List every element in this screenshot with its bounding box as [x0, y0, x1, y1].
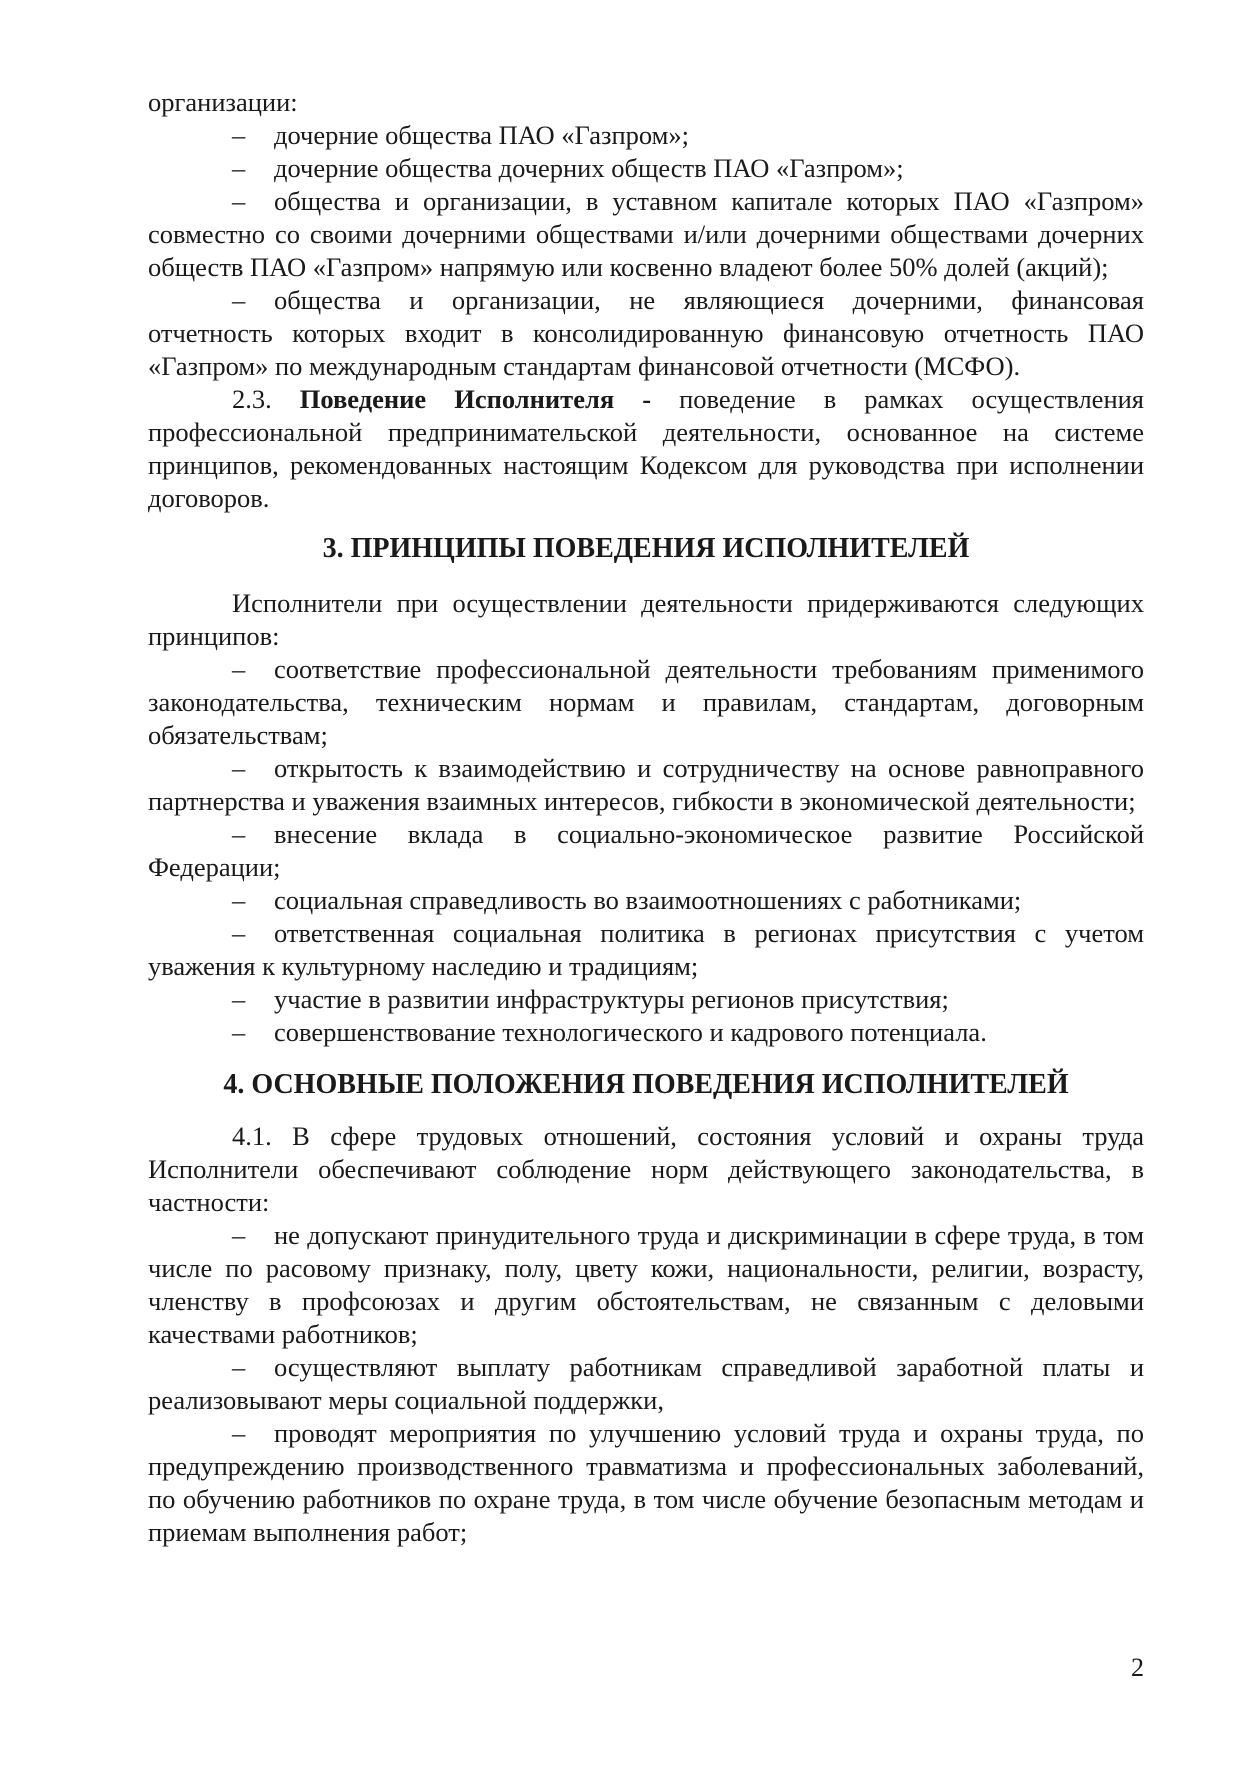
- list-item: – социальная справедливость во взаимоотношениях с работниками;: [232, 885, 1022, 915]
- dash-mark: –: [232, 186, 246, 216]
- clause-number: 2.3.: [232, 384, 272, 414]
- dash-mark: –: [232, 984, 246, 1014]
- definition-text: поведение в рамках осуществления профессиональной предпринимательской деятельности, основанное на системе принципов, рекомендованных настоящим Кодексом для руководства при исполнении договоров.: [148, 384, 1145, 513]
- dash-mark: –: [232, 885, 246, 915]
- list-item: – осуществляют выплату работникам справедливой заработной платы и реализовывают меры социальной поддержки,: [148, 1352, 1144, 1415]
- list-item: – не допускают принудительного труда и дискриминации в сфере труда, в том числе по расовому признаку, полу, цвету кожи, национальности, религии, возрасту, членству в профсоюзах и другим обстоятельствам, не связанным с деловыми качествами работников;: [148, 1220, 1144, 1349]
- list-item: – открытость к взаимодействию и сотрудничеству на основе равноправного партнерства и уважения взаимных интересов, гибкости в экономической деятельности;: [148, 753, 1144, 816]
- continuation-line: организации:: [148, 87, 298, 117]
- list-item: – соответствие профессиональной деятельности требованиям применимого законодательства, техническим нормам и правилам, стандартам, договорным обязательствам;: [148, 654, 1144, 750]
- list-item: – участие в развитии инфраструктуры регионов присутствия;: [232, 984, 949, 1014]
- list-item: – ответственная социальная политика в регионах присутствия с учетом уважения к культурному наследию и традициям;: [148, 918, 1144, 981]
- definition-2-3: [148, 383, 1144, 515]
- dash-mark: –: [232, 918, 246, 948]
- list-item: – внесение вклада в социально-экономическое развитие Российской Федерации;: [148, 819, 1144, 882]
- dash-mark: –: [232, 120, 246, 150]
- dash-mark: –: [232, 1017, 246, 1047]
- section-4-heading: 4. ОСНОВНЫЕ ПОЛОЖЕНИЯ ПОВЕДЕНИЯ ИСПОЛНИТЕЛЕЙ: [223, 1069, 1069, 1100]
- dash-mark: –: [232, 285, 246, 315]
- list-item: – проводят мероприятия по улучшению условий труда и охраны труда, по предупреждению производственного травматизма и профессиональных заболеваний, по обучению работников по охране труда, в том числе обучение безопасным методам и приемам выполнения работ;: [148, 1418, 1144, 1547]
- dash-mark: –: [232, 753, 246, 783]
- page-number: 2: [1131, 1653, 1144, 1682]
- dash-mark: –: [232, 1220, 246, 1250]
- list-item: – дочерние общества ПАО «Газпром»;: [232, 120, 690, 150]
- defined-term: Поведение Исполнителя -: [299, 384, 652, 414]
- section-3-intro: Исполнители при осуществлении деятельности придерживаются следующих принципов:: [148, 588, 1144, 651]
- dash-mark: –: [232, 819, 246, 849]
- list-item: – дочерние общества дочерних обществ ПАО «Газпром»;: [232, 153, 904, 183]
- list-item: – совершенствование технологического и кадрового потенциала.: [232, 1017, 987, 1047]
- paragraph-4-1: 4.1. В сфере трудовых отношений, состояния условий и охраны труда Исполнители обеспечивают соблюдение норм действующего законодательства, в частности:: [148, 1121, 1144, 1217]
- dash-mark: –: [232, 153, 246, 183]
- list-item: – общества и организации, в уставном капитале которых ПАО «Газпром» совместно со своими дочерними обществами и/или дочерними обществами дочерних обществ ПАО «Газпром» напрямую или косвенно владеют более 50% долей (акций);: [148, 186, 1144, 282]
- dash-mark: –: [232, 1352, 246, 1382]
- document-page: [148, 86, 1144, 1549]
- list-item: – общества и организации, не являющиеся дочерними, финансовая отчетность которых входит в консолидированную финансовую отчетность ПАО «Газпром» по международным стандартам финансовой отчетности (МСФО).: [148, 285, 1144, 381]
- section-3-heading: 3. ПРИНЦИПЫ ПОВЕДЕНИЯ ИСПОЛНИТЕЛЕЙ: [322, 533, 970, 564]
- dash-mark: –: [232, 1418, 246, 1448]
- dash-mark: –: [232, 654, 246, 684]
